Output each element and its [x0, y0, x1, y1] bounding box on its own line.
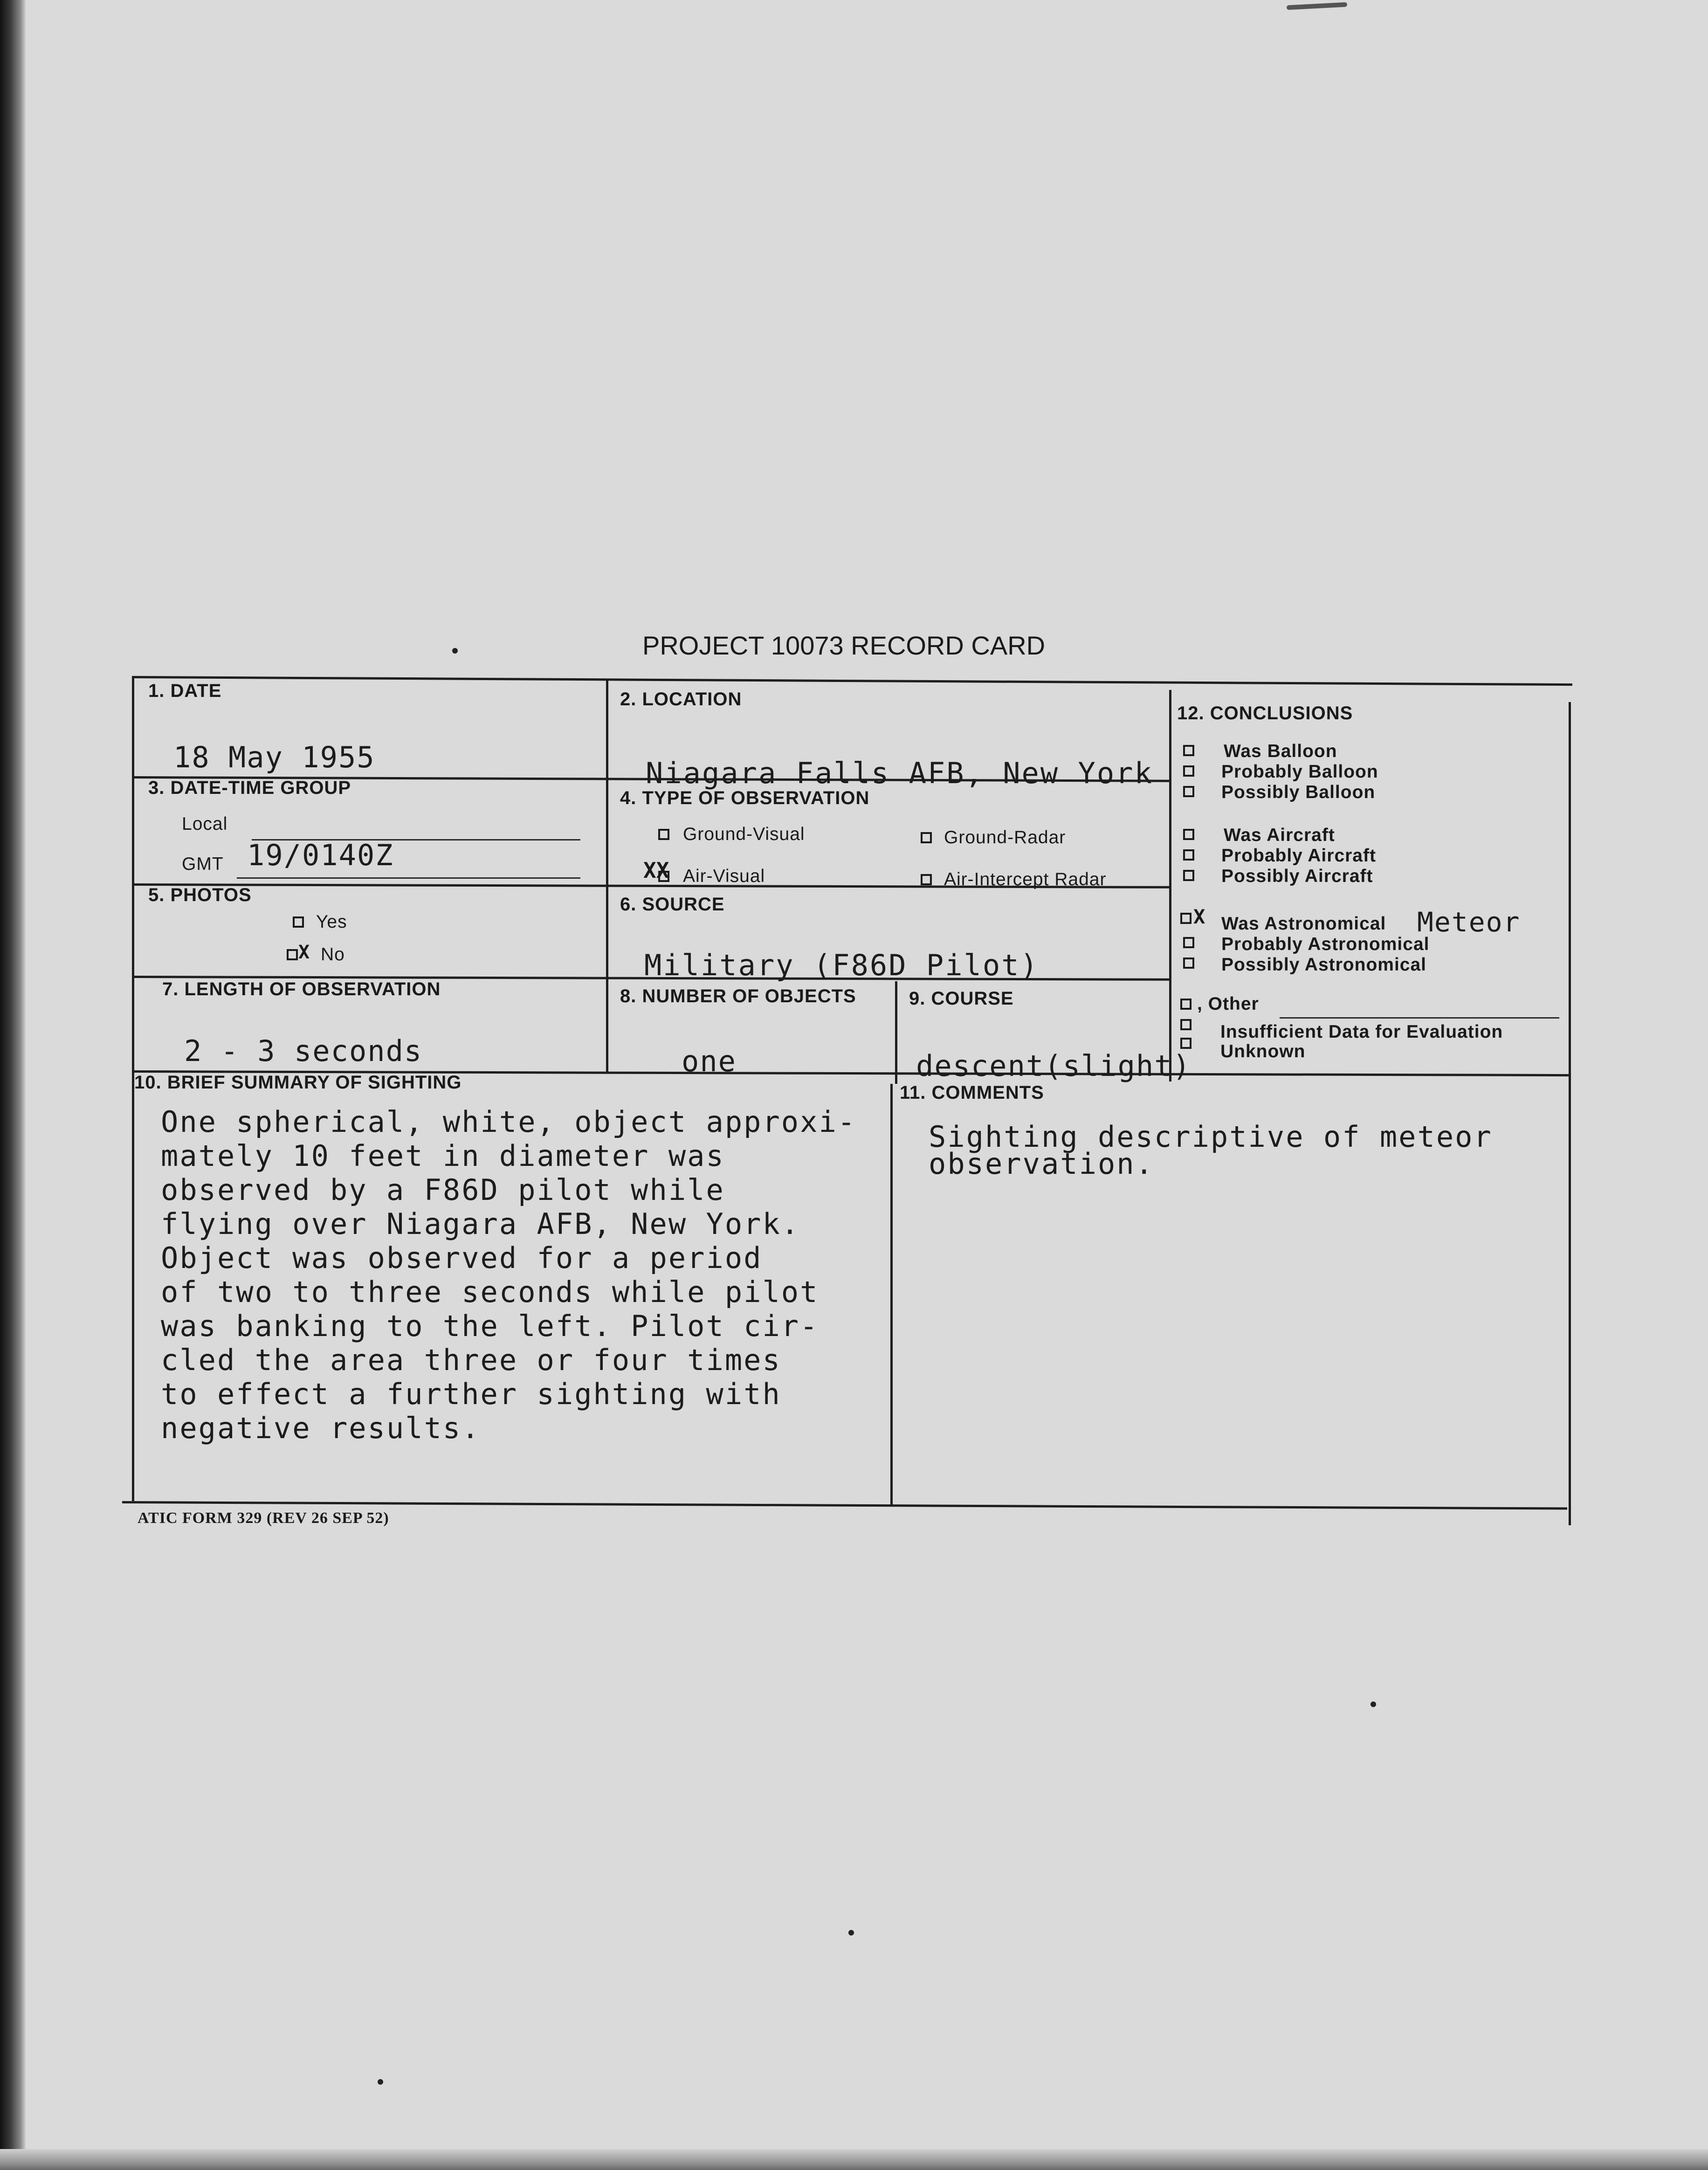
summary-line: One spherical, white, object approxi- — [161, 1105, 857, 1139]
was-balloon-label: Was Balloon — [1224, 741, 1337, 761]
ground-visual-checkbox[interactable] — [658, 829, 669, 840]
scan-speck — [378, 2079, 383, 2085]
summary-line: Object was observed for a period — [161, 1241, 763, 1275]
was-astronomical-checkbox[interactable] — [1180, 913, 1191, 924]
source-label: 6. SOURCE — [620, 894, 725, 915]
was-aircraft-checkbox[interactable] — [1183, 829, 1194, 840]
scan-speck — [452, 648, 458, 654]
card-frame-bottom — [122, 1501, 1567, 1510]
source-value: Military (F86D Pilot) — [644, 948, 1039, 982]
was-astronomical-note: Meteor — [1417, 906, 1521, 938]
summary-line: observed by a F86D pilot while — [161, 1173, 725, 1207]
form-footer: ATIC FORM 329 (REV 26 SEP 52) — [138, 1509, 389, 1527]
unknown-label: Unknown — [1220, 1041, 1306, 1061]
date-time-group-label: 3. DATE-TIME GROUP — [148, 778, 351, 798]
date-label: 1. DATE — [148, 681, 222, 701]
course-value: descent(slight) — [916, 1049, 1191, 1083]
scan-top-mark — [1287, 2, 1347, 10]
ground-radar-checkbox[interactable] — [921, 832, 932, 843]
length-of-observation-label: 7. LENGTH OF OBSERVATION — [162, 979, 441, 999]
unknown-checkbox[interactable] — [1180, 1038, 1191, 1049]
insufficient-data-label: Insufficient Data for Evaluation — [1220, 1022, 1503, 1042]
location-label: 2. LOCATION — [620, 689, 742, 710]
number-of-objects-value: one — [682, 1044, 737, 1078]
divider-course — [895, 981, 897, 1084]
air-visual-label: Air-Visual — [683, 866, 765, 886]
summary-line: negative results. — [161, 1411, 481, 1445]
possibly-balloon-label: Possibly Balloon — [1221, 782, 1376, 802]
summary-line: cled the area three or four times — [161, 1343, 781, 1377]
air-visual-check-mark: XX — [643, 858, 669, 883]
probably-astronomical-checkbox[interactable] — [1183, 937, 1194, 948]
divider-summary-comments — [890, 1084, 893, 1506]
photos-no-checkbox[interactable] — [287, 949, 298, 960]
divider-col2 — [1169, 690, 1171, 1082]
photos-yes-checkbox[interactable] — [293, 916, 304, 928]
comments-text — [929, 1120, 1493, 1181]
photos-label: 5. PHOTOS — [148, 885, 252, 905]
possibly-astronomical-label: Possibly Astronomical — [1221, 955, 1427, 975]
probably-balloon-checkbox[interactable] — [1183, 765, 1194, 777]
probably-balloon-label: Probably Balloon — [1221, 762, 1378, 782]
probably-astronomical-label: Probably Astronomical — [1221, 934, 1430, 954]
scan-left-edge — [0, 0, 26, 2170]
summary-line: to effect a further sighting with — [161, 1377, 781, 1411]
summary-line: mately 10 feet in diameter was — [161, 1139, 725, 1173]
air-intercept-radar-checkbox[interactable] — [921, 874, 932, 885]
course-label: 9. COURSE — [909, 988, 1014, 1009]
location-value: Niagara Falls AFB, New York — [646, 756, 1153, 790]
summary-line: of two to three seconds while pilot — [161, 1275, 819, 1309]
possibly-aircraft-checkbox[interactable] — [1183, 870, 1194, 881]
comments-line: observation. — [929, 1147, 1154, 1181]
comments-line: Sighting descriptive of meteor — [929, 1120, 1493, 1154]
divider-col1 — [606, 681, 608, 1072]
ground-visual-label: Ground-Visual — [683, 824, 805, 844]
probably-aircraft-checkbox[interactable] — [1183, 849, 1194, 861]
summary-line: flying over Niagara AFB, New York. — [161, 1207, 800, 1241]
air-intercept-radar-label: Air-Intercept Radar — [944, 869, 1107, 889]
other-underline — [1280, 1017, 1559, 1019]
conclusions-label: 12. CONCLUSIONS — [1177, 703, 1353, 723]
insufficient-data-checkbox[interactable] — [1180, 1019, 1191, 1030]
gmt-label: GMT — [182, 854, 224, 874]
was-balloon-checkbox[interactable] — [1183, 745, 1194, 756]
possibly-astronomical-checkbox[interactable] — [1183, 958, 1194, 969]
local-label: Local — [182, 814, 228, 834]
summary-line: was banking to the left. Pilot cir- — [161, 1309, 819, 1343]
photos-yes-label: Yes — [316, 912, 347, 932]
possibly-aircraft-label: Possibly Aircraft — [1221, 866, 1373, 886]
brief-summary-text — [161, 1105, 856, 1445]
type-of-observation-label: 4. TYPE OF OBSERVATION — [620, 788, 870, 808]
card-frame-top — [133, 676, 1572, 686]
scan-bottom-edge — [0, 2149, 1708, 2170]
date-value: 18 May 1955 — [173, 740, 375, 774]
was-astronomical-check-mark: X — [1193, 905, 1205, 928]
was-aircraft-label: Was Aircraft — [1224, 825, 1335, 845]
air-visual-checkbox[interactable] — [658, 871, 669, 882]
brief-summary-label: 10. BRIEF SUMMARY OF SIGHTING — [134, 1072, 462, 1093]
card-frame-right — [1569, 702, 1571, 1525]
length-of-observation-value: 2 - 3 seconds — [184, 1034, 423, 1068]
possibly-balloon-checkbox[interactable] — [1183, 786, 1194, 797]
other-checkbox[interactable] — [1180, 999, 1191, 1010]
scan-speck — [848, 1930, 854, 1936]
photos-no-check-mark: X — [298, 942, 310, 963]
photos-no-label: No — [321, 944, 345, 964]
ground-radar-label: Ground-Radar — [944, 827, 1066, 847]
was-astronomical-label: Was Astronomical — [1221, 914, 1386, 934]
probably-aircraft-label: Probably Aircraft — [1221, 846, 1376, 866]
gmt-underline — [237, 877, 580, 879]
card-title: PROJECT 10073 RECORD CARD — [642, 631, 1046, 660]
gmt-value: 19/0140Z — [247, 838, 394, 872]
comments-label: 11. COMMENTS — [900, 1082, 1044, 1103]
scan-speck — [1371, 1702, 1376, 1707]
number-of-objects-label: 8. NUMBER OF OBJECTS — [620, 986, 856, 1006]
other-label: , Other — [1197, 994, 1259, 1014]
